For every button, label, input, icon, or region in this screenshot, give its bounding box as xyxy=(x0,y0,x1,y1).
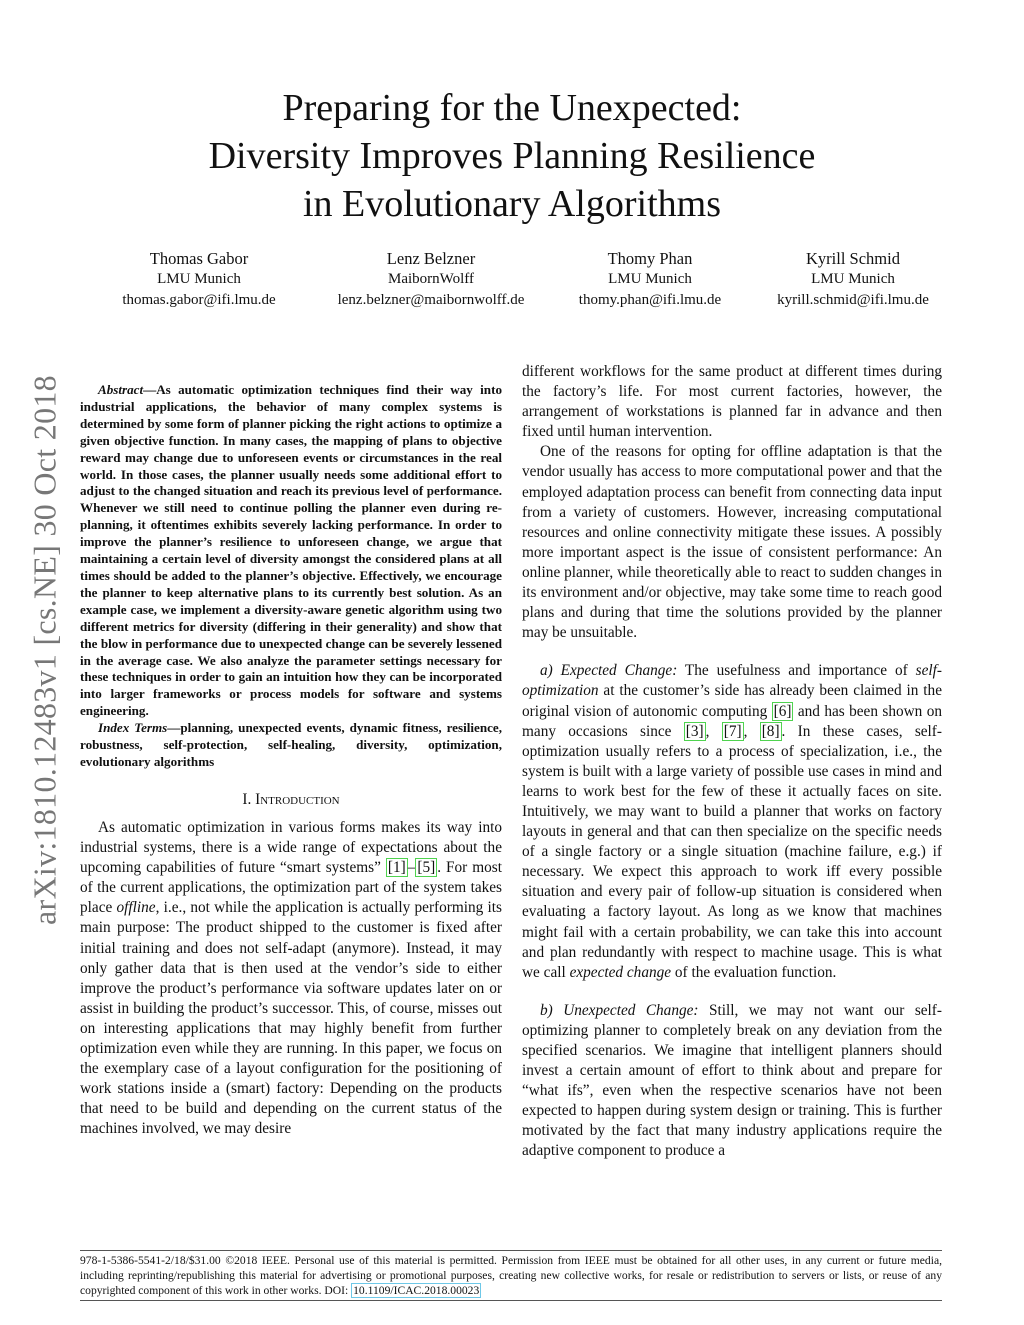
author-affiliation: MaibornWolff xyxy=(387,271,474,287)
author-block xyxy=(544,248,756,311)
text-run: Still, we may not want our self-optimizing planner to completely break on any deviation from the specified scenarios. We imagine that intelligent planners should invest a certain amount of effort to think about and prepare for “what ifs”, even when the respective scenarios have not been expected to happen during system design or training. This is further motivated by the fact that many industry applications require the adaptive component to produce a xyxy=(522,1001,942,1160)
abstract-label: Abstract xyxy=(98,382,144,397)
section-title: Introduction xyxy=(255,790,340,808)
author-name: Thomas Gabor xyxy=(149,249,249,268)
subsection-expected-change xyxy=(522,661,942,983)
author-affiliation: LMU Munich xyxy=(811,271,895,287)
index-terms-label: Index Terms xyxy=(98,720,168,736)
text-run: . For most of the current applications, the optimization part of the system takes place xyxy=(80,859,502,917)
author-list xyxy=(80,248,950,311)
left-column xyxy=(80,382,502,1139)
text-run: and has been shown on many occasions since xyxy=(522,702,942,740)
author-email: lenz.belzner@maibornwolff.de xyxy=(337,292,525,308)
citation-link[interactable]: [5] xyxy=(417,859,436,877)
subsection-unexpected-change xyxy=(522,1001,942,1162)
index-terms xyxy=(80,720,502,771)
arxiv-identifier xyxy=(22,355,67,945)
text-run: . In these cases, self-optimization usually refers to a process of specialization, i.e., the system is built with a large variety of possible use cases in mind and learns to work best for the few of these it actually faces on site. Intuitively, we may want to build a planner that works on factory layouts in general and that can then specialize on the specific needs of a single factory or a single situation (machine failure, e.g.) if necessary. We expect this approach to work iff every possible situation and every pair of follow-up situation is considered when evaluating a factory layout. As long as we know that machines might fail with a certain probability, we can take this into account and plan redundantly with respect to machine usage. This is what we call xyxy=(522,722,942,981)
citation-link[interactable]: [6] xyxy=(773,702,792,720)
author-block xyxy=(80,248,318,311)
section-number: I. xyxy=(242,790,252,808)
continued-paragraph: different workflows for the same product at different times during the factory’s life. For most current factories, however, the arrangement of workstations is planned far in advance and then fixed until human intervention. xyxy=(522,363,942,441)
citation-link[interactable]: [7] xyxy=(723,722,742,740)
text-run: As automatic optimization in various forms makes its way into industrial systems, there is a wide range of expectations about the upcoming capabilities of future “smart systems” xyxy=(80,818,502,877)
copyright-footnote xyxy=(80,1250,942,1301)
doi-link[interactable]: 10.1109/ICAC.2018.00023 xyxy=(353,1284,480,1297)
text-run: , i.e., not while the application is actually performing its main purpose: The product shipped to the customer is fixed after initial training and does not self-adapt (anymore). Instead, it may only gather data that is then used at the vendor’s side to either improve the product’s performance via software updates later on or assist in building the product’s successor. This, of course, misses out on interesting applications that may highly benefit from further optimization even while they are running. In this paper, we focus on the exemplary case of a layout configuration for the positioning of work stations inside a (smart) factory: Depending on the products that need to be build and depending on the current status of the machines involved, we may desire xyxy=(80,899,503,1138)
author-email: thomy.phan@ifi.lmu.de xyxy=(578,292,722,308)
subsection-label: a) Expected Change: xyxy=(540,662,678,680)
citation-link[interactable]: [3] xyxy=(685,722,704,740)
section-heading xyxy=(80,790,502,810)
author-affiliation: LMU Munich xyxy=(608,271,692,287)
paragraph: One of the reasons for opting for offline adaptation is that the vendor usually has access to more computational power and that the employed adaptation process can benefit from connecting data input from a variety of customers. However, increasing computational resources and online connectivity mitigate these issues. A possibly more important aspect is the issue of consistent performance: An online planner, while theoretically able to react to sudden changes in its environment and/or objective, may take some time to reach good plans and during that time the solutions provided by the planner may be unsuitable. xyxy=(522,443,942,642)
abstract xyxy=(80,382,502,720)
abstract-text: —As automatic optimization techniques find their way into industrial applications, the behavior of many complex systems is determined by some form of planner picking the right actions to optimize a given objective function. In many cases, the mapping of plans to objective reward may change due to unforeseen events or circumstances in the real world. In those cases, the planner usually needs some additional effort to adjust to the changed situation and reach its previous level of performance. Whenever we still need to continue polling the planner even during re-planning, it oftentimes exhibits severely lacking performance. In order to improve the planner’s resilience to unforeseen change, we argue that maintaining a certain level of diversity amongst the considered plans at all times should be added to the planner’s objective. Effectively, we encourage the planner to keep alternative plans to its currently best solution. As an example case, we implement a diversity-aware genetic algorithm using two different metrics for diversity (differing in their generality) and show that the blow in performance due to unexpected change can be severely lessened in the average case. We also analyze the parameter settings necessary for these techniques in order to gain an intuition how they can be incorporated into larger frameworks or process models for software and systems engineering. xyxy=(80,382,502,719)
subsection-label: b) Unexpected Change: xyxy=(540,1001,699,1019)
index-terms-text: —planning, unexpected events, dynamic fitness, resilience, robustness, self-protection, self-healing, diversity, optimization, evolutionary algorithms xyxy=(80,720,502,769)
paper-title xyxy=(0,84,1024,228)
text-run: of the evaluation function. xyxy=(671,963,837,981)
author-name: Lenz Belzner xyxy=(386,249,476,268)
author-affiliation: LMU Munich xyxy=(157,271,241,287)
author-email: thomas.gabor@ifi.lmu.de xyxy=(122,292,276,308)
emphasis: expected change xyxy=(569,963,672,981)
text-run: , xyxy=(705,722,722,740)
emphasis: self-optimization xyxy=(522,662,942,700)
emphasis: offline xyxy=(116,899,156,917)
text-run: at the customer’s side has already been claimed in the original vision of autonomic computing xyxy=(522,682,942,720)
arxiv-identifier-text: arXiv:1810.12483v1 [cs.NE] 30 Oct 2018 xyxy=(26,375,62,925)
citation-link[interactable]: [8] xyxy=(761,722,780,740)
text-run: – xyxy=(407,859,416,877)
author-email: kyrill.schmid@ifi.lmu.de xyxy=(777,292,929,308)
text-run: The usefulness and importance of xyxy=(677,662,916,680)
footnote-text: 978-1-5386-5541-2/18/$31.00 ©2018 IEEE. Personal use of this material is permitted. Permission from IEEE must be obtained for all other uses, in any current or future media, including reprinting/republishing this material for advertising or promotional purposes, creating new collective works, for resale or redistribution to servers or lists, or reuse of any copyrighted component of this work in other works. DOI: xyxy=(80,1254,942,1297)
title-line-2: Diversity Improves Planning Resilience xyxy=(208,135,816,177)
text-run: , xyxy=(743,722,760,740)
author-block xyxy=(318,248,544,311)
title-line-3: in Evolutionary Algorithms xyxy=(303,183,721,225)
citation-link[interactable]: [1] xyxy=(387,859,406,877)
author-block xyxy=(756,248,950,311)
title-line-1: Preparing for the Unexpected: xyxy=(282,87,742,129)
right-column xyxy=(522,362,942,1162)
author-name: Kyrill Schmid xyxy=(806,249,900,268)
author-name: Thomy Phan xyxy=(607,249,693,268)
intro-paragraph xyxy=(80,818,502,1140)
